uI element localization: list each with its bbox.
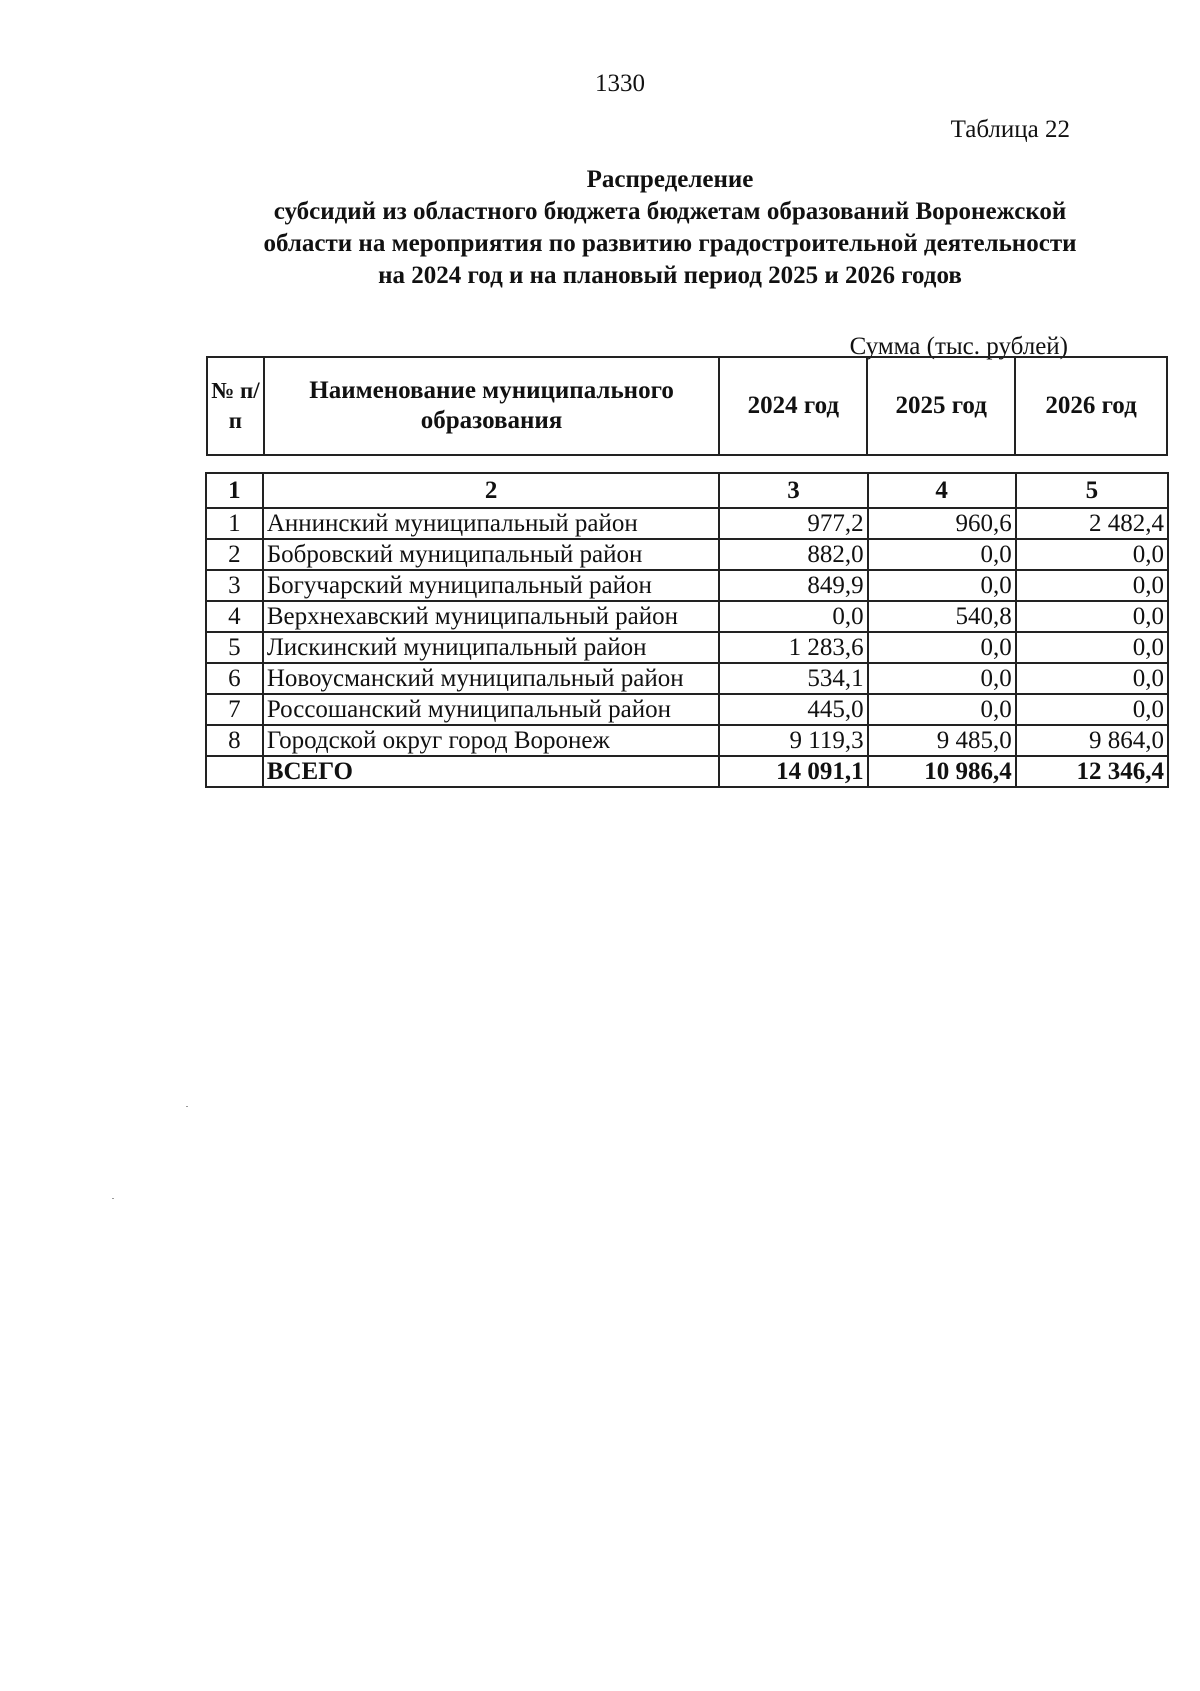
table-row — [206, 725, 1168, 756]
row-2026: 0,0 — [1016, 663, 1168, 694]
header-2024: 2024 год — [719, 357, 867, 455]
row-name: Новоусманский муниципальный район — [263, 663, 720, 694]
row-2025: 9 485,0 — [868, 725, 1016, 756]
data-table — [205, 472, 1169, 788]
row-num: 3 — [206, 570, 263, 601]
scan-speck — [112, 1198, 114, 1199]
row-2026: 9 864,0 — [1016, 725, 1168, 756]
document-title — [180, 164, 1160, 292]
row-name: Городской округ город Воронеж — [263, 725, 720, 756]
header-num: № п/п — [207, 357, 264, 455]
row-num: 6 — [206, 663, 263, 694]
total-num-cell — [206, 756, 263, 787]
row-2024: 882,0 — [719, 539, 867, 570]
row-name: Бобровский муниципальный район — [263, 539, 720, 570]
row-num: 1 — [206, 508, 263, 539]
row-2026: 0,0 — [1016, 601, 1168, 632]
row-num: 4 — [206, 601, 263, 632]
total-row — [206, 756, 1168, 787]
title-line: Распределение — [586, 166, 754, 193]
page-number: 1330 — [595, 70, 645, 97]
row-2024: 445,0 — [719, 694, 867, 725]
row-num: 8 — [206, 725, 263, 756]
table-row — [206, 601, 1168, 632]
table-row — [206, 539, 1168, 570]
table-row — [206, 694, 1168, 725]
row-2026: 0,0 — [1016, 539, 1168, 570]
table-row — [206, 570, 1168, 601]
title-line: субсидий из областного бюджета бюджетам образований Воронежской — [273, 198, 1067, 225]
header-2025: 2025 год — [867, 357, 1015, 455]
row-2025: 0,0 — [868, 694, 1016, 725]
column-index: 1 — [206, 473, 263, 508]
row-2024: 1 283,6 — [719, 632, 867, 663]
title-line: на 2024 год и на плановый период 2025 и 2026 годов — [378, 262, 962, 289]
row-num: 2 — [206, 539, 263, 570]
row-num: 5 — [206, 632, 263, 663]
row-2025: 0,0 — [868, 663, 1016, 694]
total-label: ВСЕГО — [263, 756, 720, 787]
table-row — [206, 508, 1168, 539]
header-name: Наименование муниципального образования — [264, 357, 720, 455]
row-2026: 0,0 — [1016, 632, 1168, 663]
row-name: Лискинский муниципальный район — [263, 632, 720, 663]
row-2024: 0,0 — [719, 601, 867, 632]
row-2024: 977,2 — [719, 508, 867, 539]
table-header — [206, 356, 1168, 456]
column-index: 5 — [1016, 473, 1168, 508]
row-2024: 9 119,3 — [719, 725, 867, 756]
column-index: 3 — [719, 473, 867, 508]
total-2024: 14 091,1 — [719, 756, 867, 787]
row-name: Верхнехавский муниципальный район — [263, 601, 720, 632]
header-2026: 2026 год — [1015, 357, 1167, 455]
row-2025: 0,0 — [868, 570, 1016, 601]
row-2024: 534,1 — [719, 663, 867, 694]
row-2025: 960,6 — [868, 508, 1016, 539]
row-2026: 0,0 — [1016, 694, 1168, 725]
column-index: 4 — [868, 473, 1016, 508]
table-number: Таблица 22 — [950, 116, 1070, 143]
units-label: Сумма (тыс. рублей) — [849, 333, 1068, 360]
row-num: 7 — [206, 694, 263, 725]
row-2025: 0,0 — [868, 632, 1016, 663]
total-2025: 10 986,4 — [868, 756, 1016, 787]
column-index: 2 — [263, 473, 720, 508]
row-name: Аннинский муниципальный район — [263, 508, 720, 539]
row-2025: 540,8 — [868, 601, 1016, 632]
total-2026: 12 346,4 — [1016, 756, 1168, 787]
row-2026: 2 482,4 — [1016, 508, 1168, 539]
scan-speck — [186, 1106, 188, 1107]
row-2026: 0,0 — [1016, 570, 1168, 601]
table-row — [206, 632, 1168, 663]
row-2024: 849,9 — [719, 570, 867, 601]
column-index-row — [206, 473, 1168, 508]
title-line: области на мероприятия по развитию градостроительной деятельности — [263, 230, 1077, 257]
table-row — [206, 663, 1168, 694]
row-name: Богучарский муниципальный район — [263, 570, 720, 601]
row-2025: 0,0 — [868, 539, 1016, 570]
row-name: Россошанский муниципальный район — [263, 694, 720, 725]
